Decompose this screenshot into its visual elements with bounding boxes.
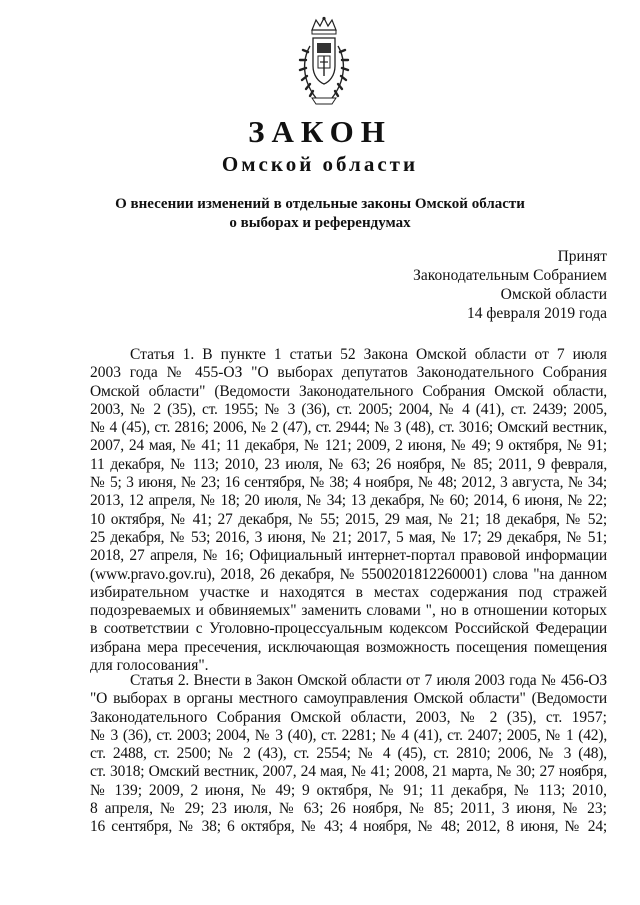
article-line: ст. 3018; Омский вестник, 2007, 24 мая, № 41; 2008, 21 марта, № 30; 27 ноября,: [90, 763, 607, 781]
article-line: 2003, № 2 (35), ст. 1955; № 3 (36), ст. 2005; 2004, № 4 (41), ст. 2439; 2005,: [90, 400, 607, 418]
adoption-date: 14 февраля 2019 года: [466, 305, 607, 322]
article-line: № 3 (36), ст. 2003; 2004, № 3 (40), ст. 2281; № 4 (41), ст. 2407; 2005, № 1 (42),: [90, 726, 607, 744]
adoption-line: Омской области: [500, 286, 607, 303]
article-line: избирательном участке и находятся в местах содержания под стражей: [90, 583, 607, 601]
article-line: 8 апреля, № 29; 23 июля, № 63; 26 ноября, № 85; 2011, 3 июня, № 23;: [90, 800, 607, 818]
article-line: "О выборах в органы местного самоуправления Омской области" (Ведомости: [90, 690, 607, 708]
law-heading: [100, 195, 540, 233]
article-line: Статья 2. Внести в Закон Омской области от 7 июля 2003 года № 456-ОЗ: [130, 672, 607, 689]
article-line: № 4 (45), ст. 2816; 2006, № 2 (47), ст. 2944; № 3 (48), ст. 3016; Омский вестник,: [90, 419, 607, 437]
heading-line: о выборах и референдумах: [229, 215, 411, 231]
article-line: № 139; 2009, 2 июня, № 49; 9 октября, № 91; 11 декабря, № 113; 2010,: [90, 781, 607, 799]
heading-line: О внесении изменений в отдельные законы Омской области: [115, 196, 525, 212]
adoption-line: Законодательным Собранием: [413, 267, 607, 284]
document-subtitle: Омской области: [221, 152, 419, 176]
article-line: подозреваемых и обвиняемых" заменить словами ", но в отношении которых: [90, 602, 607, 620]
article-line: № 5; 3 июня, № 23; 16 сентября, № 38; 4 ноября, № 48; 2012, 3 августа, № 34;: [90, 474, 607, 492]
article-line: Статья 1. В пункте 1 статьи 52 Закона Омской области от 7 июля: [130, 346, 607, 363]
article-1: [90, 346, 607, 675]
article-line: 2018, 27 апреля, № 16; Официальный интернет-портал правовой информации: [90, 547, 607, 565]
article-line: 16 сентября, № 38; 6 октября, № 43; 4 ноября, № 48; 2012, 8 июня, № 24;: [90, 818, 607, 836]
article-line: 2003 года № 455-ОЗ "О выборах депутатов Законодательного Собрания: [90, 364, 607, 382]
article-line: Омской области" (Ведомости Законодательного Собрания Омской области,: [90, 382, 607, 400]
article-line: Законодательного Собрания Омской области, 2003, № 2 (35), ст. 1957;: [90, 708, 607, 726]
adoption-block: [347, 247, 607, 323]
article-line: 25 декабря, № 53; 2016, 3 июня, № 21; 2017, 5 мая, № 17; 29 декабря, № 51;: [90, 528, 607, 546]
article-line: избрана мера пресечения, исключающая возможность посещения помещения: [90, 638, 607, 656]
article-line: ст. 2488, ст. 2500; № 2 (43), ст. 2554; № 4 (45), ст. 2810; 2006, № 3 (48),: [90, 745, 607, 763]
article-line: 2013, 12 апреля, № 18; 20 июля, № 34; 13 декабря, № 60; 2014, 6 июня, № 22;: [90, 492, 607, 510]
adoption-line: Принят: [557, 248, 607, 265]
article-line: (www.pravo.gov.ru), 2018, 26 декабря, № 5500201812260001) слова "на данном: [90, 565, 607, 583]
article-line: для голосования".: [90, 657, 209, 675]
article-line: 10 октября, № 41; 27 декабря, № 55; 2015, 29 мая, № 21; 18 декабря, № 52;: [90, 510, 607, 528]
article-line: в соответствии с Уголовно-процессуальным кодексом Российской Федерации: [90, 620, 607, 638]
article-2: [90, 672, 607, 837]
article-line: 2007, 24 мая, № 41; 11 декабря, № 121; 2009, 2 июня, № 49; 9 октября, № 91;: [90, 437, 607, 455]
article-line: 11 декабря, № 113; 2010, 23 июля, № 63; 26 ноября, № 85; 2011, 9 февраля,: [90, 455, 607, 473]
document-title: ЗАКОН: [248, 114, 392, 149]
coat-of-arms-emblem: [296, 16, 352, 108]
